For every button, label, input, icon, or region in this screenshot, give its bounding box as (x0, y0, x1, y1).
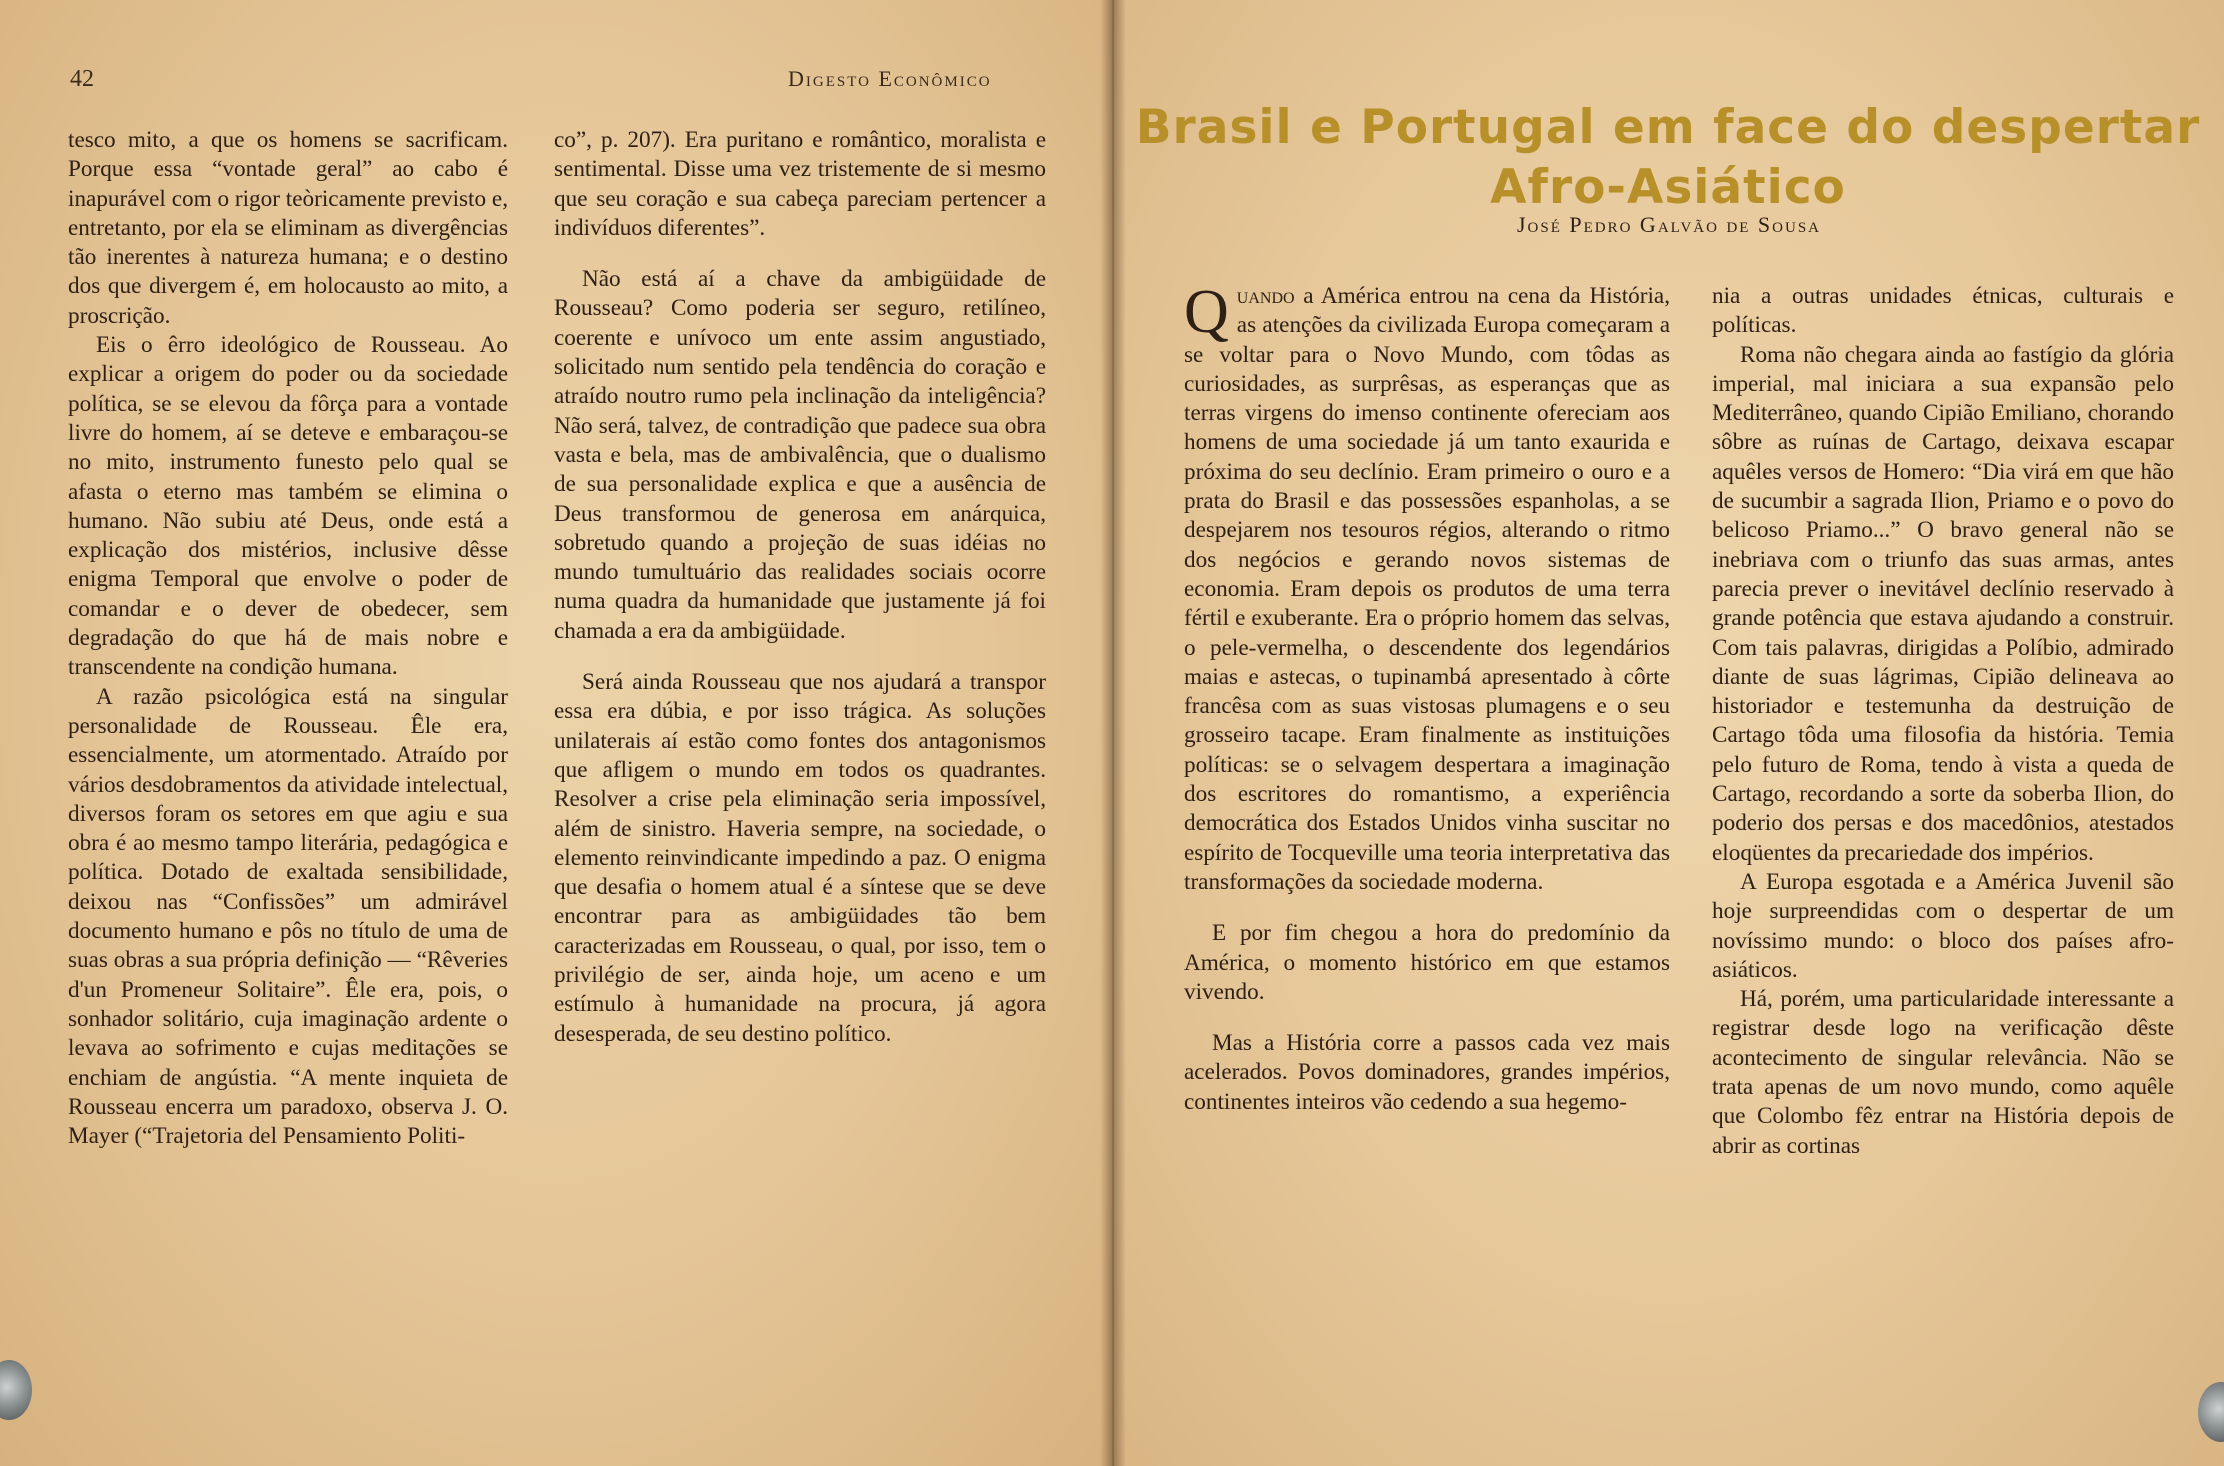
paragraph: co”, p. 207). Era puritano e romântico, moralista e sentimental. Disse uma vez tristemente de si mesmo que seu coração e sua cabeça pareciam pertencer a indivíduos diferentes”. (554, 127, 1046, 241)
lead-in: uando (1236, 283, 1295, 309)
column-4 (1712, 282, 2174, 1161)
page-number: 42 (70, 66, 94, 92)
paragraph: A razão psicológica está na singular personalidade de Rousseau. Êle era, essencialmente, um atormentado. Atraído por vários desdobramentos da atividade intelectual, diversos foram os setores em que agiu e sua obra é ao mesmo tampo literária, pedagógica e política. Dotado de exaltada sensibilidade, deixou nas “Confissões” um admirável documento humano e pôs no título de uma de suas obras a sua própria definição — “Rêveries d'un Promeneur Solitaire”. Êle era, pois, o sonhador solitário, cuja imaginação ardente o levava ao sofrimento e cujas meditações se enchiam de angústia. “A mente inquieta de Rousseau encerra um paradoxo, observa J. O. Mayer (“Trajetoria del Pensamiento Politi- (68, 683, 508, 1150)
binding-hole (0, 1360, 32, 1420)
paragraph: Roma não chegara ainda ao fastígio da glória imperial, mal iniciara a sua expansão pelo Mediterrâneo, quando Cipião Emiliano, chorando sôbre as ruínas de Cartago, deixava escapar aquêles versos de Homero: “Dia virá em que hão de sucumbir a sagrada Ilion, Priamo e o povo do belicoso Priamo...” O bravo general não se inebriava com o triunfo das suas armas, antes parecia prever o inevitável declínio reservado à grande potência que estava ajudando a construir. Com tais palavras, dirigidas a Políbio, admirado diante de suas lágrimas, Cipião delineava ao historiador e testemunha da destruição de Cartago tôda uma filosofia da história. Temia pelo futuro de Roma, tendo à vista a queda de Cartago, recordando a sorte da soberba Ilion, do poderio dos persas e dos macedônios, atestados eloqüentes da precariedade dos impérios. (1712, 341, 2174, 866)
paragraph: A Europa esgotada e a América Juvenil são hoje surpreendidas com o despertar de um novíssimo mundo: o bloco dos países afro-asiáticos. (1712, 868, 2174, 983)
drop-cap: Q (1184, 278, 1229, 346)
paragraph: Não está aí a chave da ambigüidade de Rousseau? Como poderia ser seguro, retilíneo, coerente e unívoco um ente assim angustiado, solicitado num sentido pela tendência do coração e atraído noutro rumo pela inclinação da inteligência? Não será, talvez, de contradição que padece sua obra vasta e bela, mas de ambivalência, que o dualismo de sua personalidade explica e que a ausência de Deus transformou de generosa em anárquica, sobretudo quando a projeção de suas idéias no mundo tumultuário das realidades sociais ocorre numa quadra da humanidade que justamente já foi chamada a era da ambigüidade. (554, 266, 1046, 644)
paragraph: E por fim chegou a hora do predomínio da América, o momento histórico em que estamos vivendo. (1184, 920, 1670, 1005)
article-title: Brasil e Portugal em face do despertar Afro-Asiático (1135, 100, 2201, 215)
column-1 (68, 126, 508, 1151)
article-author: José Pedro Galvão de Sousa (1516, 212, 1822, 237)
paragraph: Eis o êrro ideológico de Rousseau. Ao explicar a origem do poder ou da sociedade política, se se elevou da fôrça para a vontade livre do homem, aí se deteve e embaraçou-se no mito, instrumento funesto pelo qual se afasta o eterno mas também se elimina o humano. Não subiu até Deus, onde está a explicação dos mistérios, inclusive dêsse enigma Temporal que envolve o poder de comandar e o dever de obedecer, sem degradação do que há de mais nobre e transcendente na condição humana. (68, 332, 508, 681)
column-3 (1184, 278, 1670, 1117)
paragraph: Será ainda Rousseau que nos ajudará a transpor essa era dúbia, e por isso trágica. As soluções unilaterais aí estão como fontes dos antagonismos que afligem o mundo em todos os quadrantes. Resolver a crise pela eliminação seria impossível, além de sinistro. Haveria sempre, na sociedade, o elemento reinvindicante impedindo a paz. O enigma que desafia o homem atual é a síntese que se deve encontrar para as ambigüidades tão bem caracterizadas em Rousseau, o qual, por isso, tem o privilégio de ser, ainda hoje, um aceno e um estímulo à humanidade na procura, já agora desesperada, de seu destino político. (554, 669, 1046, 1047)
book-gutter (1100, 0, 1126, 1466)
paragraph: nia a outras unidades étnicas, culturais e políticas. (1712, 283, 2174, 339)
running-head: Digesto Econômico (788, 66, 992, 91)
column-2 (554, 126, 1046, 1049)
paragraph: Há, porém, uma particularidade interessante a registrar desde logo na verificação dêste acontecimento de singular relevância. Não se trata apenas de um novo mundo, como aquêle que Colombo fêz entrar na História depois de abrir as cortinas (1712, 986, 2174, 1159)
opening-paragraph (1184, 278, 1670, 897)
paragraph: Mas a História corre a passos cada vez mais acelerados. Povos dominadores, grandes impérios, continentes inteiros vão cedendo a sua hegemo- (1184, 1030, 1670, 1115)
paragraph-text: a América entrou na cena da História, as atenções da civilizada Europa começaram a se voltar para o Novo Mundo, com tôdas as curiosidades, as surprêsas, as esperanças que as terras virgens do imenso continente ofereciam aos homens de uma sociedade já um tanto exaurida e próxima do seu declínio. Eram primeiro o ouro e a prata do Brasil e das possessões espanholas, a se despejarem nos tesouros régios, alterando o ritmo dos negócios e gerando novos sistemas de economia. Eram depois os produtos de uma terra fértil e exuberante. Era o próprio homem das selvas, o pele-vermelha, o descendente dos legendários maias e astecas, o tupinambá apresentado à côrte francêsa com as suas vistosas plumagens e o seu grosseiro tacape. Eram finalmente as instituições políticas: se o selvagem despertara a imaginação dos escritores do romantismo, a experiência democrática dos Estados Unidos vinha suscitar no espírito de Tocqueville uma teoria interpretativa das transformações da sociedade moderna. (1184, 283, 1670, 895)
paragraph: tesco mito, a que os homens se sacrificam. Porque essa “vontade geral” ao cabo é inapurável com o rigor teòricamente previsto e, entretanto, por ela se eliminam as divergências tão inerentes à natureza humana; e o destino dos que divergem é, em holocausto ao mito, a proscrição. (68, 127, 508, 329)
